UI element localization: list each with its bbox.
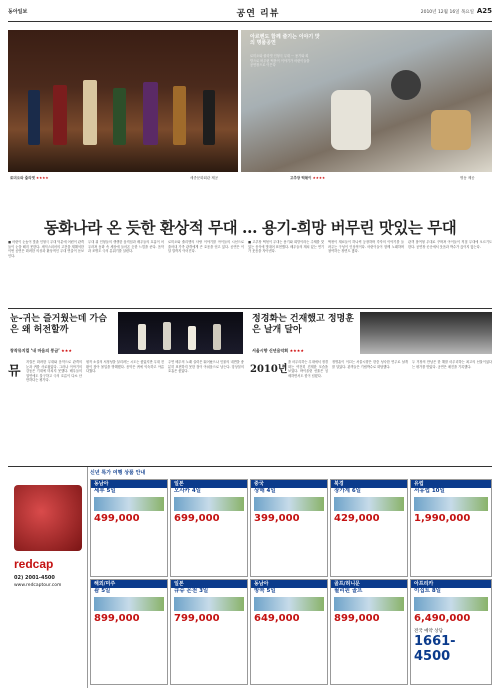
ad-box-1-price: 499,000 [94, 513, 140, 524]
musical-column-3: 주연 배우의 노래 실력은 뛰어났으나 인물의 내면을 충분히 표현하지 못한 점이 아쉬움으로 남는다. 앙상블의 호흡은 좋았다. [168, 360, 244, 374]
ad-box-9-title: 필리핀 골프 [334, 588, 363, 594]
booking-phone-number[interactable]: 1661-4500 [414, 634, 456, 664]
concert-column-2: 정명훈이 이끄는 서울시향은 한층 성숙한 연주로 날개를 달았다. 관객들은 기립박수로 화답했다. [332, 360, 408, 369]
ad-box-3-title: 상해 4일 [254, 488, 276, 494]
concert-review-subtitle [252, 348, 304, 354]
ad-box-1-header: 동남아 [91, 480, 167, 488]
article-column-3: 로미오와 줄리엣의 사랑 이야기를 아이들의 시선으로 풀어내 가족 관객에게 큰 호응을 얻고 있다. 공연은 이달 말까지 이어진다. [168, 240, 244, 254]
issue-date: 2010년 12월 16일 목요일 [420, 10, 474, 15]
redcap-phone: 02) 2001-4500 [14, 575, 55, 581]
ad-box-5-price: 1,990,000 [414, 513, 471, 524]
musical-column-2: 원작 소설의 서정성을 살리려는 시도는 좋았지만 무대 전환이 잦아 몰입을 방해했다. 음악은 귀에 익숙하고 아름다웠다. [86, 360, 164, 374]
ad-box-5-header: 유럽 [411, 480, 491, 488]
booking-phone-label: 전국 예약 상담 [414, 629, 443, 634]
ad-box-4-price: 429,000 [334, 513, 380, 524]
ad-box-2-price: 699,000 [174, 513, 220, 524]
redcap-logo: redcap [14, 557, 54, 571]
ad-box-8-price: 649,000 [254, 613, 300, 624]
ad-box-10-price: 6,490,000 [414, 613, 471, 624]
right-caption-stars: ★★★★ [312, 176, 326, 180]
ad-box-7-image [174, 597, 244, 611]
concert-column-1: 을 마무리하는 무대에서 정경화는 여전히 건재한 모습을 보였다. 바이올린 선율은 섬세하면서도 힘이 넘쳤다. [288, 360, 328, 378]
ad-box-6-price: 899,000 [94, 613, 140, 624]
masthead [8, 6, 492, 22]
main-headline: 동화나라 온 듯한 환상적 무대 … 용기-희망 버무린 맛있는 무대 [43, 218, 457, 237]
ad-box-1-image [94, 497, 164, 511]
concert-dropcap: 2010년 [250, 364, 288, 375]
redcap-ad-image [14, 485, 82, 551]
ad-box-10[interactable] [410, 579, 492, 685]
ad-box-8-header: 동남아 [251, 580, 327, 588]
ad-box-4-title: 장가계 6일 [334, 488, 361, 494]
right-photo-caption [290, 176, 325, 181]
section-title: 공연 리뷰 [236, 9, 280, 19]
ad-box-1-title: 세부 5일 [94, 488, 116, 494]
musical-review-subtitle-text: 창작뮤지컬 ‘내 마음의 풍금’ [10, 348, 60, 353]
ad-box-1[interactable] [90, 479, 168, 577]
ad-box-8-image [254, 597, 324, 611]
ad-box-9-price: 899,000 [334, 613, 380, 624]
ad-box-3-image [254, 497, 324, 511]
page-number: A25 [476, 7, 492, 15]
article-column-6: 관객 참여형 무대로 꾸며져 아이들이 직접 무대에 오르기도 한다. 공연장 곳곳에서 웃음과 박수가 끊이지 않는다. [408, 240, 492, 249]
concert-review-subtitle-text: 서울시향 신년음악회 [252, 348, 289, 353]
ad-box-10-title: 이집트 8일 [414, 588, 441, 594]
ad-box-7-title: 큐슈 온천 3일 [174, 588, 209, 594]
redcap-ad[interactable] [8, 467, 88, 688]
photo-concert [360, 312, 492, 354]
left-photo-caption [10, 176, 49, 181]
photo-romeo-juliet [8, 30, 238, 172]
section-divider [8, 308, 492, 309]
ad-box-9-header: 골프/허니문 [331, 580, 407, 588]
article-column-4: ■ 고추장 떡볶이 무대는 용기와 희망이라는 주제를 맛있는 음식에 빗대어 표현했다. 배우들의 재치 있는 연기가 웃음을 자아낸다. [248, 240, 324, 254]
ad-box-2-header: 일본 [171, 480, 247, 488]
ad-box-6-title: 괌 5일 [94, 588, 111, 594]
ad-box-4[interactable] [330, 479, 408, 577]
concert-column-3: 두 거장의 만남은 한 해를 마무리하는 최고의 선물이었다는 평가를 받았다. 공연은 매진을 기록했다. [412, 360, 492, 369]
concert-review-title: 정경화는 건재했고 정명훈은 날개 달아 [252, 314, 354, 335]
left-photo-credit: 세종문화회관 제공 [190, 176, 219, 180]
ad-box-8-title: 방콕 5일 [254, 588, 276, 594]
musical-review-subtitle [10, 348, 72, 354]
article-column-1: ■ 어린이 눈높이 맞춘 인형극 무대 덕분에 어린이 관객들이 눈을 떼지 못한다. 셰익스피어의 고전을 재해석한 이번 공연은 화려한 의상과 환상적인 무대 연출이 돋보인다. [8, 240, 84, 258]
left-caption-title: 로미오와 줄리엣 [10, 176, 35, 180]
musical-column-1: 지컬은 화려한 무대와 음악으로 관객의 눈과 귀를 사로잡았다. 그러나 이야기의 감동은 기대에 미치지 못했다. 배우들의 열연에도 불구하고 극의 흐름이 다소 산만하다는 평가다. [26, 360, 82, 383]
redcap-url[interactable]: www.redcaptour.com [14, 583, 62, 588]
ad-box-4-header: 북경 [331, 480, 407, 488]
ad-box-9[interactable] [330, 579, 408, 685]
ad-box-6[interactable] [90, 579, 168, 685]
ad-box-8[interactable] [250, 579, 328, 685]
ad-box-3[interactable] [250, 479, 328, 577]
ad-box-10-image [414, 597, 488, 611]
photo-inset-text: 로미오와 줄리엣 인형극 무대 ··· 용기와 희망으로 버무린 떡볶이 이야기가 어린이들을 공연장으로 이끈다 [250, 54, 310, 68]
ad-box-3-price: 399,000 [254, 513, 300, 524]
ad-box-10-header: 아프리카 [411, 580, 491, 588]
ad-box-2-title: 오사카 4일 [174, 488, 201, 494]
ad-box-4-image [334, 497, 404, 511]
ad-box-2[interactable] [170, 479, 248, 577]
photo-musical [118, 312, 243, 354]
ad-box-7-header: 일본 [171, 580, 247, 588]
right-photo-credit: 명동 제공 [460, 176, 475, 180]
ad-box-7[interactable] [170, 579, 248, 685]
newspaper-name: 동아일보 [8, 9, 28, 15]
photo-gochujang-tteokbokki [241, 30, 492, 172]
ad-box-9-image [334, 597, 404, 611]
musical-dropcap: 뮤 [8, 364, 21, 379]
ad-box-2-image [174, 497, 244, 511]
musical-review-stars: ★★★ [61, 348, 72, 353]
article-column-5: 떡볶이 재료들이 하나씩 등장하며 각자의 이야기를 들려주는 구성이 인상적이다. 어린이들이 함께 노래하며 참여하는 장면도 많다. [328, 240, 404, 254]
ad-box-6-image [94, 597, 164, 611]
photo-inset-headline: 아르헨도 함께 즐기는 이야기 맛의 명품공연 [250, 34, 320, 46]
travel-advertisement [8, 466, 492, 687]
ad-box-6-header: 해외/미주 [91, 580, 167, 588]
concert-review-stars: ★★★★ [289, 348, 304, 353]
article-column-2: 무대 위 인형들의 생생한 움직임과 배우들의 호흡이 어우러져 동화 속 세상에 들어온 듯한 느낌을 준다. 음악과 조명도 극의 분위기를 살린다. [88, 240, 164, 254]
left-caption-stars: ★★★★ [36, 176, 49, 180]
right-caption-title: 고추장 떡볶이 [290, 176, 312, 180]
ad-box-5-title: 서유럽 10일 [414, 488, 445, 494]
ad-box-3-header: 중국 [251, 480, 327, 488]
ad-box-5[interactable] [410, 479, 492, 577]
ad-box-5-image [414, 497, 488, 511]
musical-review-title: 눈-귀는 즐거웠는데 가슴은 왜 허전할까 [10, 314, 107, 335]
ad-box-7-price: 799,000 [174, 613, 220, 624]
ad-top-bar: 신년 특가 여행 상품 안내 [90, 470, 146, 476]
